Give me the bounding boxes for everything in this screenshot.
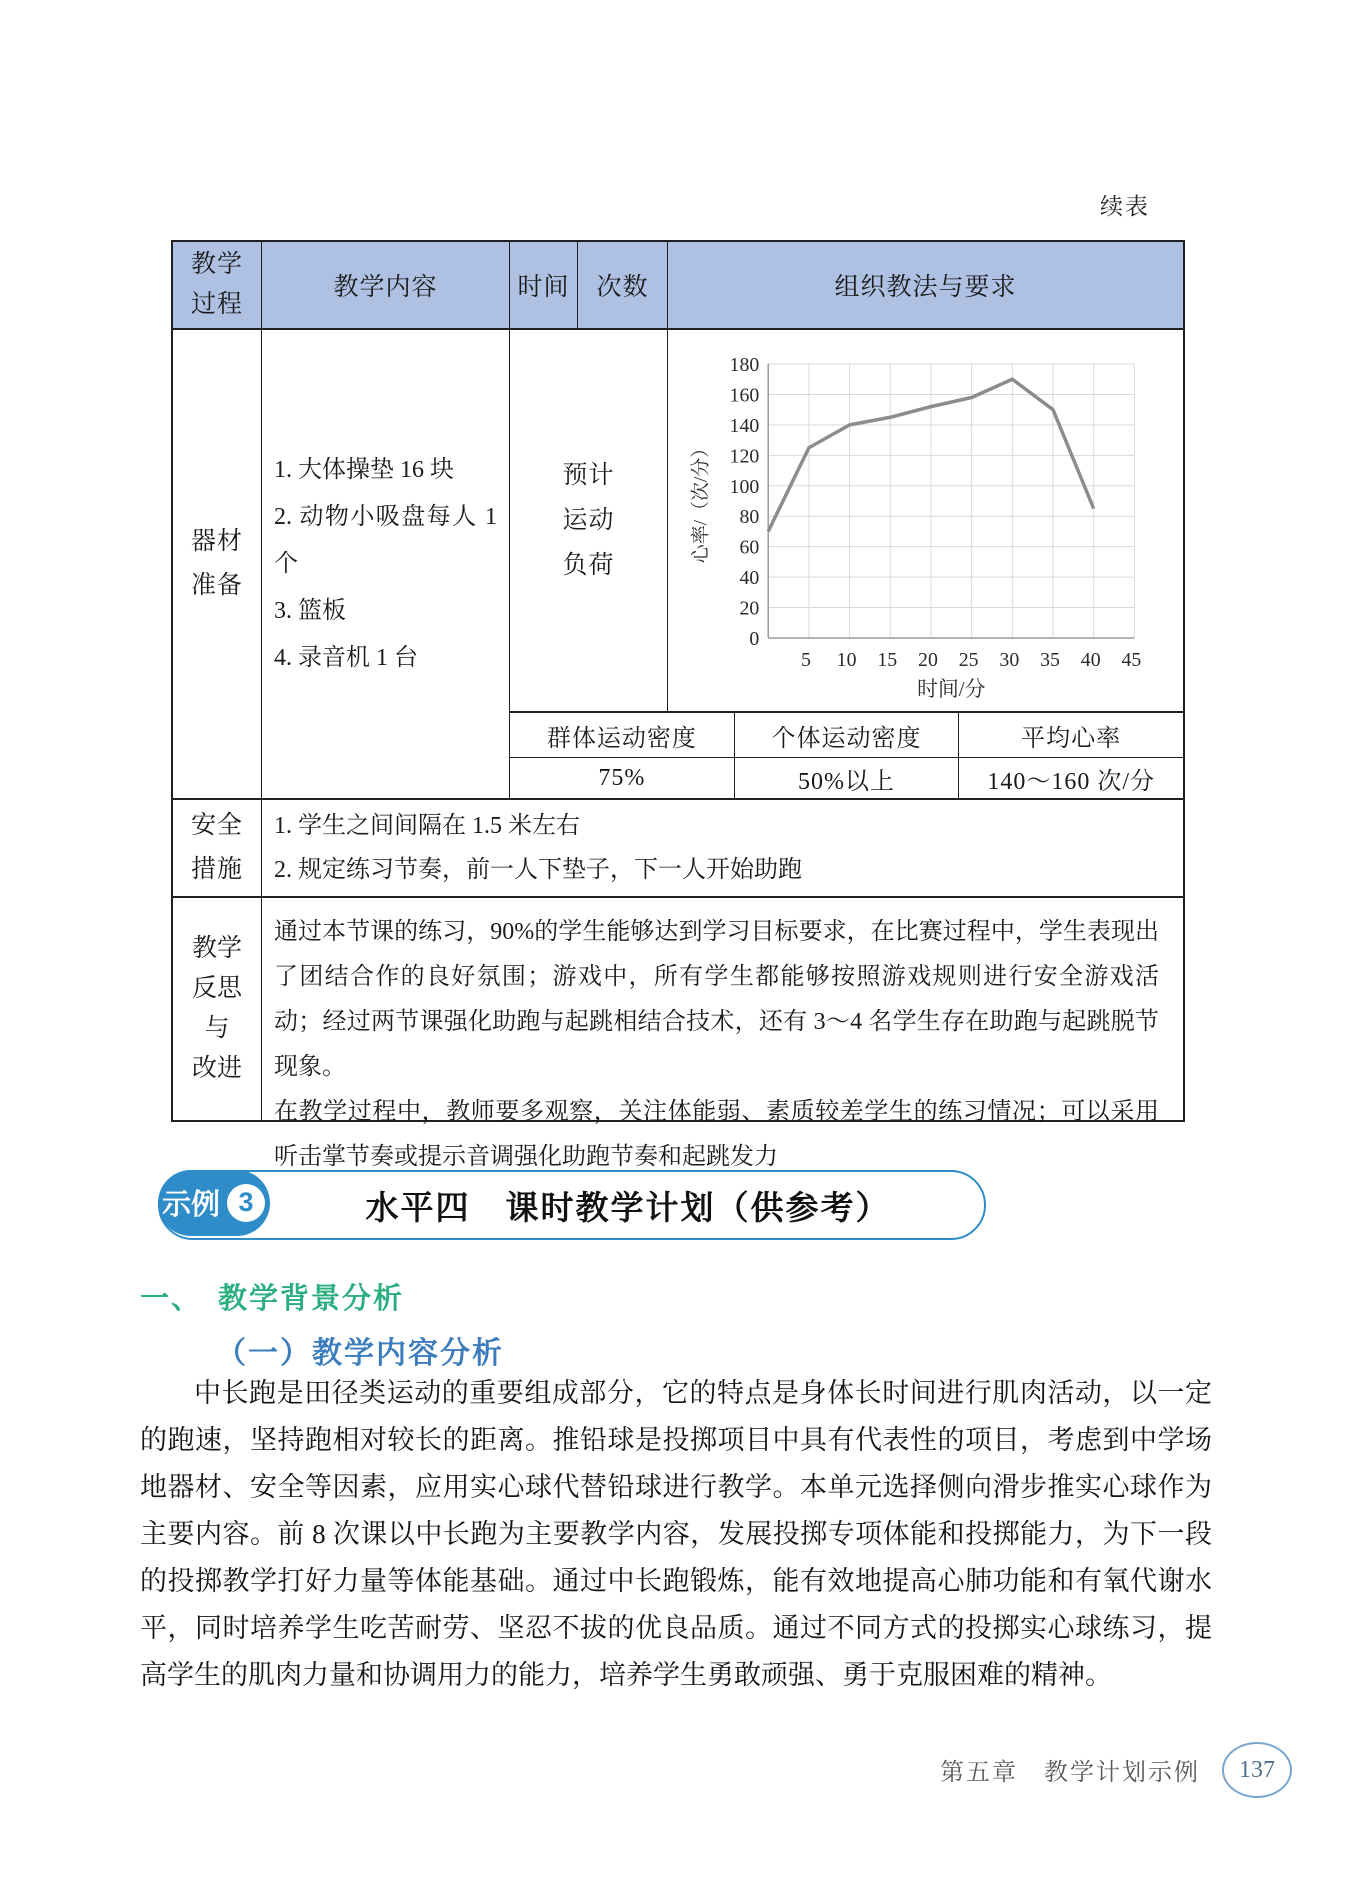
- safety-row: [173, 798, 1183, 896]
- svg-text:45: 45: [1121, 648, 1142, 672]
- density-subtable: [510, 711, 1183, 798]
- reflection-paragraph: 在教学过程中，教师要多观察，关注体能弱、素质较差学生的练习情况；可以采用听击掌节奏或提示音调强化助跑节奏和起跳发力: [274, 1099, 1159, 1170]
- svg-text:5: 5: [800, 648, 811, 672]
- density-value: 50%以上: [735, 758, 960, 798]
- density-value: 75%: [510, 758, 735, 798]
- reflection-text: [262, 898, 1183, 1170]
- reflection-row-label: 教学 反思 与 改进: [173, 898, 262, 1120]
- footer-chapter-title: 第五章 教学计划示例: [940, 1760, 1200, 1786]
- svg-text:0: 0: [749, 627, 760, 651]
- density-values-row: [510, 757, 1183, 798]
- safety-measures-list: [262, 800, 1183, 896]
- equipment-row-label: 器材 准备: [173, 330, 262, 798]
- svg-text:25: 25: [958, 648, 979, 672]
- safety-row-label: 安全 措施: [173, 800, 262, 896]
- equipment-row: [173, 328, 1183, 798]
- svg-text:时间/分: 时间/分: [917, 676, 986, 702]
- svg-text:160: 160: [729, 384, 760, 407]
- svg-text:15: 15: [877, 648, 898, 672]
- equipment-item: 2. 动物小吸盘每人 1 个: [274, 503, 497, 577]
- safety-item: 1. 学生之间间隔在 1.5 米左右: [274, 813, 580, 839]
- svg-text:40: 40: [1080, 648, 1101, 672]
- load-and-chart-area: [510, 330, 1183, 798]
- equipment-item: 4. 录音机 1 台: [274, 644, 418, 671]
- equipment-item: 1. 大体操垫 16 块: [274, 456, 454, 483]
- section-heading-level1: [140, 1276, 404, 1317]
- section-heading-level2: （一）教学内容分析: [216, 1337, 504, 1370]
- svg-text:100: 100: [729, 475, 760, 498]
- svg-text:10: 10: [836, 648, 857, 672]
- col-header-time: 时间: [510, 242, 578, 328]
- svg-text:30: 30: [999, 648, 1020, 672]
- svg-text:35: 35: [1040, 648, 1060, 672]
- example-banner: [158, 1170, 986, 1240]
- body-paragraph: 中长跑是田径类运动的重要组成部分，它的特点是身体长时间进行肌肉活动，以一定的跑速，坚持跑相对较长的距离。推铅球是投掷项目中具有代表性的项目，考虑到中学场地器材、安全等因素，应用实心球代替铅球进行教学。本单元选择侧向滑步推实心球作为主要内容。前 8 次课以中长跑为主要教学内容，发展投掷专项体能和投掷能力，为下一段的投掷教学打好力量等体能基础。通过中长跑锻炼，能有效地提高心肺功能和有氧代谢水平，同时培养学生吃苦耐劳、坚忍不拔的优良品质。通过不同方式的投掷实心球练习，提高学生的肌肉力量和协调用力的能力，培养学生勇敢顽强、勇于克服困难的精神。: [140, 1378, 1212, 1690]
- reflection-paragraph: 通过本节课的练习，90%的学生能够达到学习目标要求，在比赛过程中，学生表现出了团结合作的良好氛围；游戏中，所有学生都能够按照游戏规则进行安全游戏活动；经过两节课强化助跑与起跳相结合技术，还有 3～4 名学生存在助跑与起跳脱节现象。: [274, 919, 1159, 1080]
- svg-text:140: 140: [729, 414, 760, 437]
- lesson-plan-table: [171, 240, 1185, 1170]
- col-header-process: 教学 过程: [173, 242, 262, 328]
- col-header-organization: 组织教法与要求: [834, 274, 1017, 301]
- svg-text:80: 80: [739, 506, 760, 529]
- density-header: 个体运动密度: [735, 713, 960, 757]
- example-number-badge: 3: [227, 1184, 265, 1222]
- density-header: 群体运动密度: [510, 713, 735, 757]
- equipment-list: [262, 330, 510, 798]
- continued-table-label: 续表: [1100, 194, 1150, 219]
- svg-text:180: 180: [729, 353, 760, 377]
- svg-text:60: 60: [739, 536, 760, 559]
- col-header-count: 次数: [578, 242, 668, 328]
- svg-text:20: 20: [918, 648, 938, 672]
- expected-load-cell: 预计 运动 负荷: [510, 330, 668, 711]
- density-header-row: [510, 713, 1183, 757]
- table-header-row: [173, 242, 1183, 328]
- section-title: 教学背景分析: [218, 1283, 405, 1315]
- example-badge-label: 示例: [161, 1189, 220, 1221]
- svg-text:40: 40: [739, 567, 760, 590]
- heart-rate-line-chart: [668, 330, 1183, 711]
- reflection-row: [173, 896, 1183, 1170]
- svg-text:20: 20: [739, 597, 760, 620]
- section-number: 一、: [140, 1283, 203, 1315]
- density-header: 平均心率: [1021, 725, 1122, 752]
- svg-text:心率/（次/分）: 心率/（次/分）: [690, 438, 712, 564]
- example-title: 水平四 课时教学计划（供参考）: [365, 1188, 891, 1226]
- page-number-badge: 137: [1222, 1742, 1292, 1798]
- svg-text:120: 120: [729, 445, 760, 468]
- safety-item: 2. 规定练习节奏，前一人下垫子，下一人开始助跑: [274, 857, 802, 883]
- equipment-item: 3. 篮板: [274, 597, 346, 624]
- density-value: 140～160 次/分: [987, 768, 1156, 795]
- heart-rate-chart-cell: [668, 330, 1183, 711]
- example-badge: [158, 1170, 270, 1236]
- col-header-content: 教学内容: [262, 242, 510, 328]
